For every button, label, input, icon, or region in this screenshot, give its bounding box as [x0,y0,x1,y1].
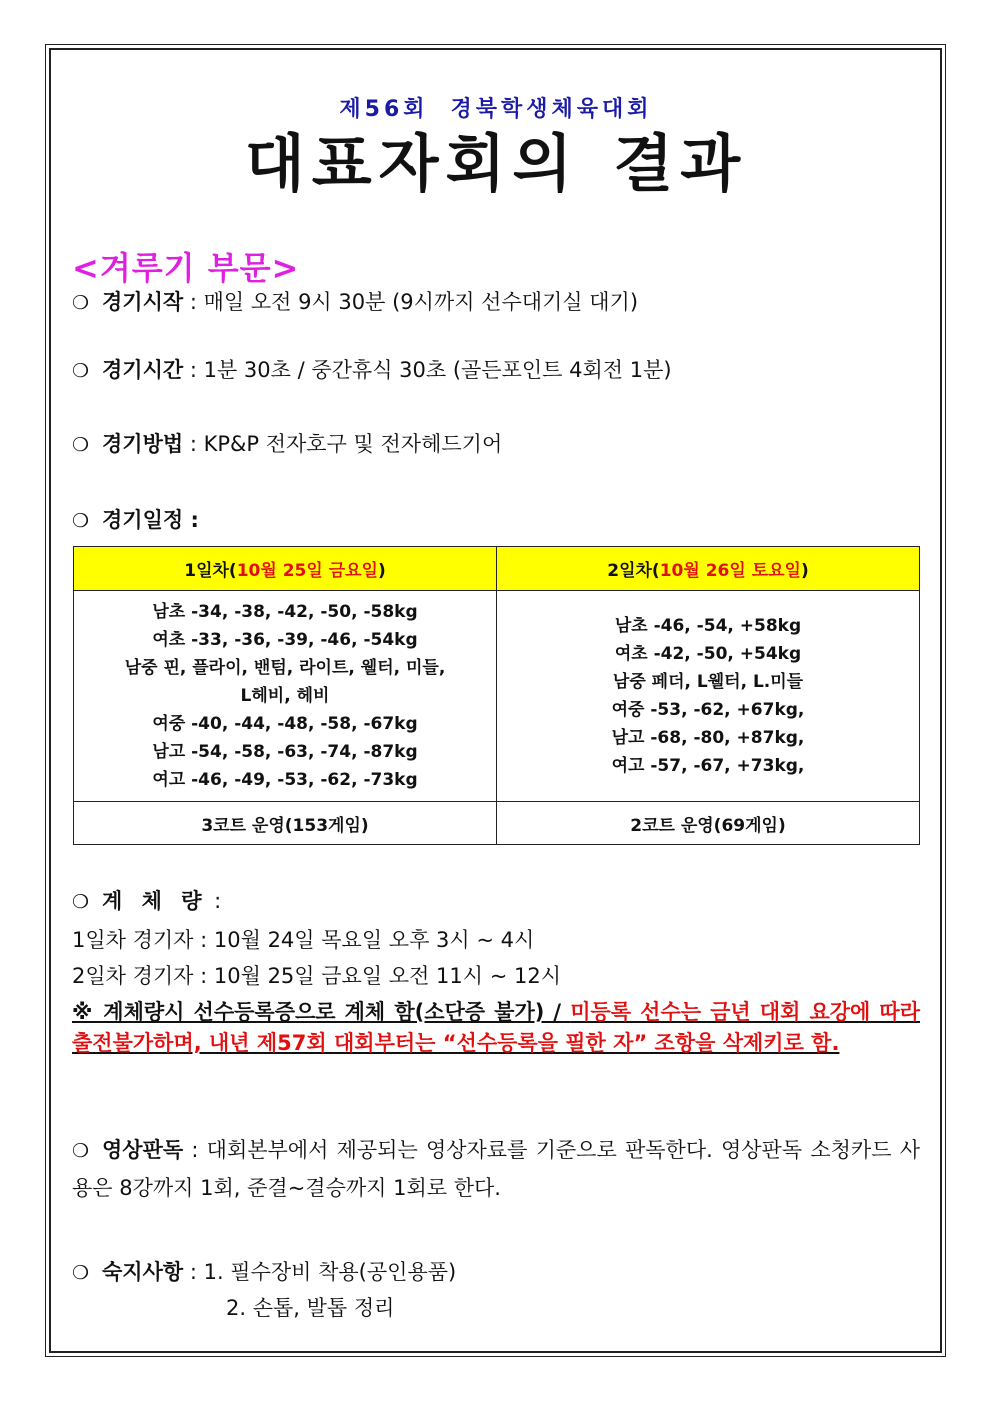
day2-header [497,547,920,591]
notice-text: ※ 계체량시 선수등록증으로 계체 함(소단증 불가) / [72,1000,571,1024]
item-duration-value: : 1분 30초 / 중간휴식 30초 (골든포인트 4회전 1분) [183,358,672,382]
notes-item-2: 2. 손톱, 발톱 정리 [226,1296,395,1320]
video-review-key: 영상판독 [102,1138,184,1162]
division-line: 여고 -57, -67, +73kg, [611,756,805,776]
weigh-in-notice [72,997,920,1059]
day2-date: 10월 26일 토요일 [659,561,801,581]
weigh-in-colon: : [207,889,222,913]
schedule-header-row [74,547,920,591]
notice-warning-text: 미등록 선수는 금년 대회 요강에 따라 출전불가하며, 내년 제57회 대회부터는 “선수등록을 필한 자” 조항을 삭제키로 함. [72,1000,920,1055]
day1-date: 10월 25일 금요일 [236,561,378,581]
day2-label: 2일차( [607,561,660,581]
schedule-footer-row [74,802,920,845]
item-video-review [72,1132,920,1207]
day1-courts: 3코트 운영(153게임) [74,802,497,845]
event-name: 경북학생체육대회 [450,97,653,122]
day1-label: 1일차( [184,561,237,581]
division-line: 남중 핀, 플라이, 밴텀, 라이트, 웰터, 미들, [124,658,446,678]
division-line: 여초 -42, -50, +54kg [614,644,802,664]
item-duration [72,355,672,386]
division-line: L헤비, 헤비 [240,686,330,706]
division-line: 여고 -46, -49, -53, -62, -73kg [152,770,418,790]
division-line: 여초 -33, -36, -39, -46, -54kg [152,630,418,650]
circle-bullet-icon: ❍ [72,434,90,456]
item-method-value: : KP&P 전자호구 및 전자헤드기어 [183,432,503,456]
schedule-body-row [74,591,920,802]
section-title: <겨루기 부문> [72,249,300,287]
division-line: 남고 -54, -58, -63, -74, -87kg [152,742,418,762]
event-edition: 제56회 [339,97,429,122]
weigh-in-day2: 2일차 경기자 : 10월 25일 금요일 오전 11시 ~ 12시 [72,964,561,988]
circle-bullet-icon: ❍ [72,1140,90,1162]
notes-item-1: : 1. 필수장비 착용(공인용품) [183,1260,457,1284]
page-title [0,128,992,200]
item-weigh-in [72,886,221,917]
item-method-key: 경기방법 [102,432,184,456]
item-method [72,429,502,460]
day1-divisions [74,591,497,802]
schedule-table [73,546,920,845]
day2-courts: 2코트 운영(69게임) [497,802,920,845]
weigh-in-day1: 1일차 경기자 : 10월 24일 목요일 오후 3시 ~ 4시 [72,928,535,952]
title-part-2: 결과 [613,127,748,200]
day2-label-close: ) [800,561,809,581]
circle-bullet-icon: ❍ [72,510,90,532]
division-line: 남고 -68, -80, +87kg, [611,728,805,748]
day1-header [74,547,497,591]
division-line: 여중 -53, -62, +67kg, [611,700,805,720]
circle-bullet-icon: ❍ [72,360,90,382]
item-start-key: 경기시작 [102,290,184,314]
weigh-in-key: 계 체 량 [102,889,208,913]
title-part-1: 대표자회의 [244,127,580,200]
division-line: 남중 페더, L웰터, L.미들 [612,672,804,692]
division-line: 여중 -40, -44, -48, -58, -67kg [152,714,418,734]
event-subtitle [0,92,992,123]
day2-divisions [497,591,920,802]
division-line: 남초 -34, -38, -42, -50, -58kg [152,602,418,622]
circle-bullet-icon: ❍ [72,891,90,913]
video-review-value: : 대회본부에서 제공되는 영상자료를 기준으로 판독한다. 영상판독 소청카드 사용은 8강까지 1회, 준결~결승까지 1회로 한다. [72,1138,920,1200]
notes-key: 숙지사항 [102,1260,184,1284]
division-line: 남초 -46, -54, +58kg [614,616,802,636]
day1-label-close: ) [377,561,386,581]
item-schedule-key: 경기일정 : [102,508,199,532]
item-duration-key: 경기시간 [102,358,184,382]
circle-bullet-icon: ❍ [72,292,90,314]
item-start-value: : 매일 오전 9시 30분 (9시까지 선수대기실 대기) [183,290,639,314]
circle-bullet-icon: ❍ [72,1262,90,1284]
item-notes [72,1257,456,1288]
item-start [72,287,638,318]
item-schedule [72,505,199,536]
